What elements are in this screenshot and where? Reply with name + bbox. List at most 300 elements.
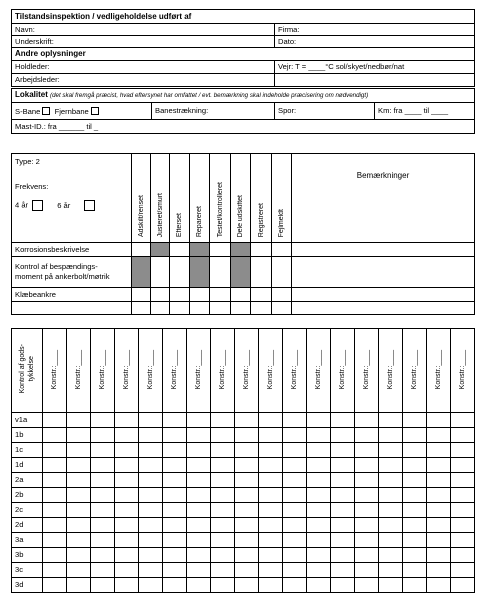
grid-cell[interactable] (379, 458, 403, 473)
grid-cell[interactable] (211, 428, 235, 443)
konstr-header[interactable]: Konstr.:____ (355, 329, 379, 413)
check-cell[interactable] (231, 302, 251, 315)
check-cell[interactable] (151, 257, 170, 288)
grid-cell[interactable] (235, 443, 259, 458)
check-cell[interactable] (272, 288, 292, 302)
grid-cell[interactable] (67, 458, 91, 473)
grid-cell[interactable] (307, 578, 331, 593)
shaded-cell (132, 257, 151, 288)
grid-cell[interactable] (43, 428, 67, 443)
grid-cell[interactable] (67, 563, 91, 578)
grid-cell[interactable] (283, 488, 307, 503)
grid-cell[interactable] (235, 473, 259, 488)
grid-cell[interactable] (91, 503, 115, 518)
grid-cell[interactable] (139, 563, 163, 578)
grid-cell[interactable] (235, 548, 259, 563)
grid-cell[interactable] (235, 518, 259, 533)
grid-cell[interactable] (43, 503, 67, 518)
check-cell[interactable] (210, 243, 231, 257)
grid-cell[interactable] (283, 548, 307, 563)
grid-cell[interactable] (115, 578, 139, 593)
grid-cell[interactable] (43, 443, 67, 458)
grid-cell[interactable] (355, 443, 379, 458)
grid-row (12, 488, 475, 503)
check-cell[interactable] (272, 257, 292, 288)
grid-cell[interactable] (43, 533, 67, 548)
col-header-adskilt: Adskilt/renset (132, 154, 151, 243)
grid-cell[interactable] (355, 533, 379, 548)
check-cell[interactable] (272, 243, 292, 257)
grid-cell[interactable] (451, 548, 475, 563)
grid-cell[interactable] (379, 428, 403, 443)
grid-cell[interactable] (43, 548, 67, 563)
grid-cell[interactable] (427, 503, 451, 518)
grid-cell[interactable] (91, 413, 115, 428)
grid-cell[interactable] (379, 473, 403, 488)
grid-cell[interactable] (139, 548, 163, 563)
dato-field[interactable]: Dato: (275, 36, 475, 48)
remark-cell[interactable] (292, 302, 475, 315)
check-cell[interactable] (170, 302, 190, 315)
grid-cell[interactable] (211, 413, 235, 428)
holdleder-field[interactable]: Holdleder: (12, 61, 275, 74)
grid-cell[interactable] (307, 458, 331, 473)
grid-cell[interactable] (91, 578, 115, 593)
grid-cell[interactable] (307, 533, 331, 548)
grid-cell[interactable] (283, 503, 307, 518)
grid-cell[interactable] (451, 428, 475, 443)
check-cell[interactable] (151, 288, 170, 302)
grid-cell[interactable] (235, 413, 259, 428)
grid-cell[interactable] (259, 518, 283, 533)
grid-cell[interactable] (355, 488, 379, 503)
grid-cell[interactable] (355, 473, 379, 488)
spor-field[interactable]: Spor: (275, 103, 375, 120)
grid-cell[interactable] (331, 473, 355, 488)
grid-cell[interactable] (187, 548, 211, 563)
grid-cell[interactable] (91, 428, 115, 443)
grid-cell[interactable] (43, 488, 67, 503)
grid-cell[interactable] (355, 458, 379, 473)
grid-cell[interactable] (427, 473, 451, 488)
grid-cell[interactable] (211, 473, 235, 488)
grid-cell[interactable] (451, 578, 475, 593)
grid-cell[interactable] (427, 443, 451, 458)
grid-cell[interactable] (427, 458, 451, 473)
lokalitet-note: (det skal fremgå præcist, hvad eftersynet har omfattet / evt. bemærkning skal indeholde præcisering om nødvendigt) (50, 92, 369, 100)
grid-cell[interactable] (115, 488, 139, 503)
grid-cell[interactable] (139, 518, 163, 533)
grid-cell[interactable] (355, 563, 379, 578)
check-cell[interactable] (132, 302, 151, 315)
grid-cell[interactable] (331, 518, 355, 533)
grid-cell[interactable] (187, 533, 211, 548)
grid-cell[interactable] (307, 443, 331, 458)
grid-cell[interactable] (67, 518, 91, 533)
grid-cell[interactable] (283, 443, 307, 458)
grid-cell[interactable] (403, 443, 427, 458)
grid-cell[interactable] (451, 413, 475, 428)
grid-cell[interactable] (259, 503, 283, 518)
grid-cell[interactable] (67, 548, 91, 563)
grid-cell[interactable] (163, 473, 187, 488)
grid-cell[interactable] (235, 578, 259, 593)
check-cell[interactable] (251, 288, 272, 302)
grid-cell[interactable] (379, 518, 403, 533)
grid-cell[interactable] (283, 428, 307, 443)
konstr-header[interactable]: Konstr.:____ (379, 329, 403, 413)
col-header-fejlmeldt: Fejlmeldt (272, 154, 292, 243)
grid-cell[interactable] (403, 413, 427, 428)
grid-cell[interactable] (235, 488, 259, 503)
grid-cell[interactable] (331, 488, 355, 503)
grid-cell[interactable] (451, 488, 475, 503)
header-table (11, 9, 475, 87)
grid-row (12, 563, 475, 578)
grid-cell[interactable] (283, 518, 307, 533)
grid-cell[interactable] (331, 548, 355, 563)
grid-cell[interactable] (43, 458, 67, 473)
check-cell[interactable] (132, 243, 151, 257)
row-label (12, 302, 132, 315)
grid-cell[interactable] (211, 458, 235, 473)
grid-cell[interactable] (115, 443, 139, 458)
check-cell[interactable] (151, 302, 170, 315)
grid-cell[interactable] (451, 533, 475, 548)
konstr-header[interactable]: Konstr.:____ (187, 329, 211, 413)
grid-cell[interactable] (139, 503, 163, 518)
grid-cell[interactable] (115, 503, 139, 518)
grid-cell[interactable] (451, 503, 475, 518)
grid-cell[interactable] (403, 473, 427, 488)
grid-cell[interactable] (235, 503, 259, 518)
grid-cell[interactable] (355, 413, 379, 428)
grid-cell[interactable] (379, 578, 403, 593)
grid-cell[interactable] (91, 533, 115, 548)
grid-cell[interactable] (307, 518, 331, 533)
konstr-header[interactable]: Konstr.:____ (259, 329, 283, 413)
grid-cell[interactable] (67, 488, 91, 503)
grid-cell[interactable] (355, 428, 379, 443)
grid-cell[interactable] (187, 428, 211, 443)
grid-cell[interactable] (211, 488, 235, 503)
grid-cell[interactable] (355, 548, 379, 563)
grid-cell[interactable] (211, 533, 235, 548)
konstr-header[interactable]: Konstr.:____ (43, 329, 67, 413)
grid-cell[interactable] (379, 548, 403, 563)
konstr-header[interactable]: Konstr.:____ (139, 329, 163, 413)
check-cell[interactable] (251, 302, 272, 315)
grid-cell[interactable] (259, 443, 283, 458)
grid-cell[interactable] (139, 458, 163, 473)
konstr-header[interactable]: Konstr.:____ (307, 329, 331, 413)
grid-cell[interactable] (67, 578, 91, 593)
grid-cell[interactable] (427, 578, 451, 593)
grid-cell[interactable] (163, 458, 187, 473)
grid-cell[interactable] (139, 428, 163, 443)
grid-cell[interactable] (163, 488, 187, 503)
grid-cell[interactable] (283, 578, 307, 593)
grid-cell[interactable] (115, 458, 139, 473)
sbane-checkbox[interactable] (42, 107, 50, 115)
grid-cell[interactable] (187, 473, 211, 488)
underskrift-field[interactable]: Underskrift: (12, 36, 275, 48)
grid-cell[interactable] (139, 533, 163, 548)
grid-cell[interactable] (307, 428, 331, 443)
grid-cell[interactable] (331, 428, 355, 443)
grid-cell[interactable] (91, 563, 115, 578)
grid-cell[interactable] (43, 578, 67, 593)
grid-cell[interactable] (91, 488, 115, 503)
grid-cell[interactable] (163, 503, 187, 518)
konstr-header[interactable]: Konstr.:____ (163, 329, 187, 413)
grid-cell[interactable] (259, 548, 283, 563)
konstr-header[interactable]: Konstr.:____ (235, 329, 259, 413)
grid-cell[interactable] (451, 458, 475, 473)
grid-cell[interactable] (235, 533, 259, 548)
grid-cell[interactable] (163, 578, 187, 593)
grid-cell[interactable] (187, 458, 211, 473)
grid-cell[interactable] (211, 578, 235, 593)
grid-cell[interactable] (379, 443, 403, 458)
check-cell[interactable] (170, 288, 190, 302)
grid-cell[interactable] (187, 563, 211, 578)
lokalitet-label: Lokalitet (15, 90, 48, 100)
grid-cell[interactable] (379, 413, 403, 428)
inspection-table (11, 153, 475, 315)
check-cell[interactable] (251, 243, 272, 257)
grid-cell[interactable] (115, 548, 139, 563)
grid-cell[interactable] (403, 488, 427, 503)
remark-cell[interactable] (292, 288, 475, 302)
grid-cell[interactable] (451, 518, 475, 533)
grid-cell[interactable] (259, 533, 283, 548)
grid-cell[interactable] (43, 518, 67, 533)
grid-cell[interactable] (451, 563, 475, 578)
grid-cell[interactable] (211, 548, 235, 563)
grid-cell[interactable] (91, 458, 115, 473)
mast-id-field[interactable]: Mast-ID.: fra ______ til _ (12, 120, 475, 134)
konstr-header[interactable]: Konstr.:____ (211, 329, 235, 413)
grid-cell[interactable] (331, 563, 355, 578)
km-field[interactable]: Km: fra ____ til ____ (375, 103, 475, 120)
grid-cell[interactable] (283, 533, 307, 548)
row-korrosion (12, 243, 475, 257)
grid-row-label: 2c (12, 503, 43, 518)
grid-cell[interactable] (187, 443, 211, 458)
grid-cell[interactable] (427, 488, 451, 503)
grid-cell[interactable] (307, 488, 331, 503)
grid-cell[interactable] (67, 533, 91, 548)
remark-cell[interactable] (292, 243, 475, 257)
empty-cell (275, 74, 475, 87)
check-cell[interactable] (251, 257, 272, 288)
grid-cell[interactable] (355, 518, 379, 533)
grid-cell[interactable] (451, 443, 475, 458)
check-cell[interactable] (190, 288, 210, 302)
navn-field[interactable]: Navn: (12, 24, 275, 36)
grid-cell[interactable] (163, 518, 187, 533)
banestraekning-field[interactable]: Banestrækning: (152, 103, 275, 120)
konstr-header[interactable]: Konstr.:____ (403, 329, 427, 413)
grid-cell[interactable] (403, 578, 427, 593)
fjernbane-checkbox[interactable] (91, 107, 99, 115)
grid-cell[interactable] (67, 503, 91, 518)
grid-cell[interactable] (91, 443, 115, 458)
grid-cell[interactable] (451, 473, 475, 488)
grid-cell[interactable] (139, 413, 163, 428)
grid-cell[interactable] (211, 563, 235, 578)
grid-cell[interactable] (115, 473, 139, 488)
firma-field[interactable]: Firma: (275, 24, 475, 36)
grid-cell[interactable] (403, 563, 427, 578)
grid-cell[interactable] (403, 548, 427, 563)
grid-cell[interactable] (427, 548, 451, 563)
grid-cell[interactable] (163, 563, 187, 578)
grid-cell[interactable] (259, 428, 283, 443)
check-cell[interactable] (170, 257, 190, 288)
grid-cell[interactable] (403, 428, 427, 443)
konstr-header[interactable]: Konstr.:____ (283, 329, 307, 413)
grid-cell[interactable] (379, 503, 403, 518)
grid-cell[interactable] (403, 533, 427, 548)
grid-cell[interactable] (187, 413, 211, 428)
grid-cell[interactable] (115, 413, 139, 428)
grid-cell[interactable] (331, 413, 355, 428)
grid-cell[interactable] (307, 548, 331, 563)
grid-row-label: 3b (12, 548, 43, 563)
konstr-header[interactable]: Konstr.:____ (91, 329, 115, 413)
grid-cell[interactable] (211, 503, 235, 518)
check-cell[interactable] (210, 288, 231, 302)
grid-cell[interactable] (379, 563, 403, 578)
grid-cell[interactable] (283, 413, 307, 428)
grid-cell[interactable] (115, 518, 139, 533)
grid-cell[interactable] (283, 563, 307, 578)
grid-cell[interactable] (187, 578, 211, 593)
grid-cell[interactable] (403, 518, 427, 533)
grid-cell[interactable] (67, 443, 91, 458)
grid-cell[interactable] (331, 443, 355, 458)
grid-cell[interactable] (211, 518, 235, 533)
grid-cell[interactable] (115, 428, 139, 443)
grid-cell[interactable] (67, 473, 91, 488)
konstr-header[interactable]: Konstr.:____ (115, 329, 139, 413)
grid-cell[interactable] (283, 473, 307, 488)
grid-cell[interactable] (307, 563, 331, 578)
bane-type-cell (12, 103, 152, 120)
grid-cell[interactable] (67, 428, 91, 443)
grid-cell[interactable] (283, 458, 307, 473)
grid-cell[interactable] (307, 413, 331, 428)
grid-cell[interactable] (427, 518, 451, 533)
grid-cell[interactable] (259, 458, 283, 473)
grid-cell[interactable] (139, 488, 163, 503)
grid-cell[interactable] (259, 563, 283, 578)
grid-row (12, 428, 475, 443)
grid-cell[interactable] (331, 578, 355, 593)
grid-cell[interactable] (259, 578, 283, 593)
grid-cell[interactable] (379, 488, 403, 503)
konstr-header[interactable]: Konstr.:____ (427, 329, 451, 413)
grid-cell[interactable] (91, 473, 115, 488)
remark-cell[interactable] (292, 257, 475, 288)
grid-cell[interactable] (163, 428, 187, 443)
grid-cell[interactable] (427, 563, 451, 578)
grid-cell[interactable] (331, 458, 355, 473)
grid-cell[interactable] (235, 458, 259, 473)
grid-cell[interactable] (163, 548, 187, 563)
shaded-cell (231, 243, 251, 257)
grid-cell[interactable] (427, 413, 451, 428)
grid-cell[interactable] (67, 413, 91, 428)
grid-cell[interactable] (379, 533, 403, 548)
grid-cell[interactable] (187, 503, 211, 518)
grid-cell[interactable] (331, 533, 355, 548)
6ar-checkbox[interactable] (84, 200, 95, 211)
grid-cell[interactable] (115, 563, 139, 578)
grid-cell[interactable] (211, 443, 235, 458)
check-cell[interactable] (210, 302, 231, 315)
grid-cell[interactable] (355, 578, 379, 593)
4ar-checkbox[interactable] (32, 200, 43, 211)
check-cell[interactable] (231, 288, 251, 302)
grid-cell[interactable] (259, 473, 283, 488)
grid-cell[interactable] (331, 503, 355, 518)
grid-cell[interactable] (163, 533, 187, 548)
vejr-field[interactable]: Vejr: T = ____°C sol/skyet/nedbør/nat (275, 61, 475, 74)
grid-cell[interactable] (307, 473, 331, 488)
grid-cell[interactable] (355, 503, 379, 518)
grid-cell[interactable] (139, 578, 163, 593)
check-cell[interactable] (190, 302, 210, 315)
grid-cell[interactable] (163, 443, 187, 458)
grid-cell[interactable] (139, 443, 163, 458)
grid-cell[interactable] (43, 563, 67, 578)
grid-row (12, 473, 475, 488)
grid-cell[interactable] (43, 413, 67, 428)
check-cell[interactable] (132, 288, 151, 302)
grid-cell[interactable] (187, 518, 211, 533)
grid-cell[interactable] (91, 548, 115, 563)
grid-cell[interactable] (187, 488, 211, 503)
grid-cell[interactable] (139, 473, 163, 488)
konstr-header[interactable]: Konstr.:____ (67, 329, 91, 413)
check-cell[interactable] (210, 257, 231, 288)
grid-cell[interactable] (259, 413, 283, 428)
grid-cell[interactable] (307, 503, 331, 518)
check-cell[interactable] (272, 302, 292, 315)
grid-cell[interactable] (403, 503, 427, 518)
grid-row (12, 413, 475, 428)
grid-cell[interactable] (163, 413, 187, 428)
arbejdsleder-field[interactable]: Arbejdsleder: (12, 74, 275, 87)
grid-cell[interactable] (91, 518, 115, 533)
konstr-header[interactable]: Konstr.:____ (331, 329, 355, 413)
konstr-header[interactable]: Konstr.:____ (451, 329, 475, 413)
grid-cell[interactable] (427, 428, 451, 443)
grid-row-label: v1a (12, 413, 43, 428)
grid-row (12, 503, 475, 518)
grid-cell[interactable] (235, 563, 259, 578)
grid-cell[interactable] (403, 458, 427, 473)
grid-cell[interactable] (235, 428, 259, 443)
grid-cell[interactable] (115, 533, 139, 548)
grid-cell[interactable] (259, 488, 283, 503)
grid-cell[interactable] (43, 473, 67, 488)
check-cell[interactable] (170, 243, 190, 257)
grid-cell[interactable] (427, 533, 451, 548)
